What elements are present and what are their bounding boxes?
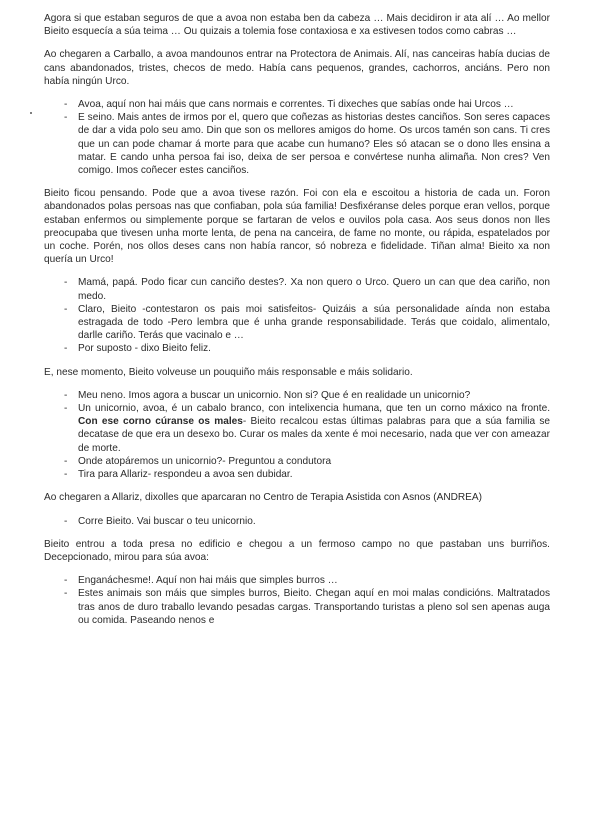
dialogue-line: - Estes animais son máis que simples burros, Bieito. Chegan aquí en moi malas condicións. Maltratados tras anos de duro traballo levando pesadas cargas. Transportando turistas a pleno sol sen apenas auga ou comida. Paseando nenos e (44, 587, 550, 627)
dialogue-line (44, 402, 550, 455)
paragraph: Bieito ficou pensando. Pode que a avoa tivese razón. Foi con ela e escoitou a historia de cada un. Foron abandonados polas persoas nas que confiaban, pola súa familia! Desfixéranse deles porque eran vellos, porque estaban enfermos ou simplemente porque se fartaran de velos e ouvilos pola casa. Aos seus donos non lles preocupaba que tivesen unha morte lenta, de pena na canceira, de fame no monte, ou rápida, espatelados por un coche. Porén, nos ollos deses cans non había rancor, só nobreza e fidelidade. Tiñan alma! Bieito xa non quería un Urco! (44, 188, 550, 266)
dialogue-line: - E seino. Mais antes de irmos por el, quero que coñezas as historias destes canciños. Son seres capaces de dar a vida polo seu amo. Din que son os mellores amigos do home. Os urcos tamén son cans. Ti cres que un can pode chamar á morte para que acabe cun humano? Eles só atacan se o dono lles ensina a matar. E cando unha persoa fai iso, deixa de ser persoa e convértese nunha alimaña. Non cres? Ven comigo. Imos coñecer estes canciños. (44, 111, 550, 177)
paragraph: Ao chegaren a Carballo, a avoa mandounos entrar na Protectora de Animais. Alí, nas canceiras había ducias de cans abandonados, tristes, checos de medo. Había cans pequenos, grandes, cachorros, anciáns. Pero non había ningún Urco. (44, 49, 550, 87)
dialogue-line: - Por suposto - dixo Bieito feliz. (44, 342, 550, 355)
dialogue-line: - Mamá, papá. Podo ficar cun canciño destes?. Xa non quero o Urco. Quero un can que dea cariño, non medo. (44, 276, 550, 302)
paragraph: Bieito entrou a toda presa no edificio e chegou a un fermoso campo no que pastaban uns burriños. Decepcionado, mirou para súa avoa: (44, 538, 550, 563)
dialogue-line: - Enganáchesme!. Aquí non hai máis que simples burros … (44, 574, 550, 587)
dialogue-list (44, 98, 550, 177)
dialogue-line: - Tira para Allariz- respondeu a avoa sen dubidar. (44, 468, 550, 481)
dialogue-line: - Claro, Bieito -contestaron os pais moi satisfeitos- Quizáis a súa personalidade aínda non estaba estragada de todo -Pero lembra que é unha grande responsabilidade. Terás que coidalo, alimentalo, darlle cariño. Terás que vacinalo e … (44, 303, 550, 343)
dialogue-text: Un unicornio, avoa, é un cabalo branco, con intelixencia humana, que ten un corno máxico na fronte. (78, 403, 550, 415)
paragraph: Agora si que estaban seguros de que a avoa non estaba ben da cabeza … Mais decidiron ir ata alí … Ao mellor Bieito esquecía a súa teima … Ou quizais a tolemia fose contaxiosa e xa estivesen todos como cabras … (44, 13, 550, 38)
dialogue-list (44, 276, 550, 355)
scan-speck (30, 112, 32, 114)
dialogue-line: - Avoa, aquí non hai máis que cans normais e correntes. Ti dixeches que sabías onde hai Urcos … (44, 98, 550, 111)
dialogue-list (44, 515, 550, 528)
emphasized-text: Con ese corno cúranse os males (78, 416, 243, 428)
dialogue-list (44, 389, 550, 481)
paragraph: E, nese momento, Bieito volveuse un pouquiño máis responsable e máis solidario. (44, 366, 413, 378)
dialogue-line: - Meu neno. Imos agora a buscar un unicornio. Non si? Que é en realidade un unicornio? (44, 389, 550, 402)
dialogue-line: - Corre Bieito. Vai buscar o teu unicornio. (44, 515, 550, 528)
dialogue-line: - Onde atopáremos un unicornio?- Preguntou a condutora (44, 455, 550, 468)
paragraph: Ao chegaren a Allariz, dixolles que aparcaran no Centro de Terapia Asistida con Asnos (ANDREA) (44, 492, 483, 504)
dialogue-text: - Bieito recalcou estas últimas palabras para que a súa familia se decatase de que era un desexo bo. Curar os males da xente é moi necesario, nada que ver con ameazar de morte. (78, 416, 551, 454)
dialogue-list (44, 574, 550, 627)
